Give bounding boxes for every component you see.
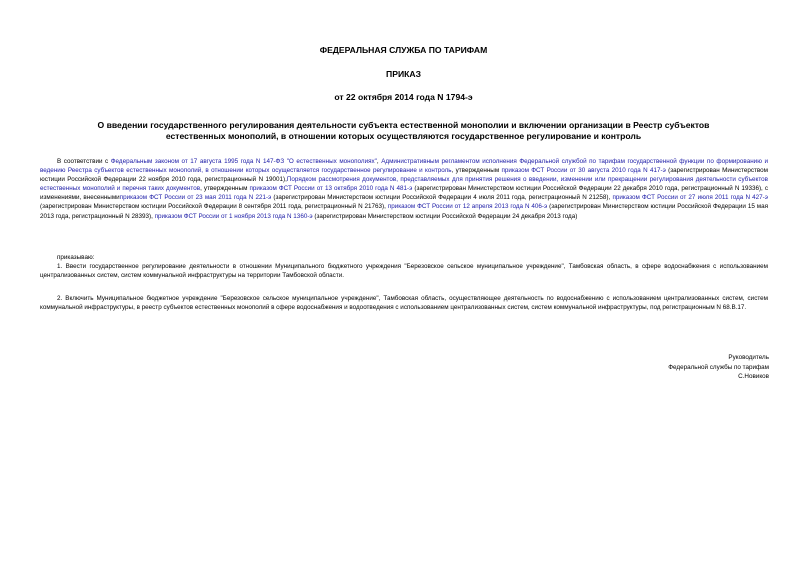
basis-text: (зарегистрирован Министерством юстиции Российской Федерации 22 ноября 2010 года, регистрационный N 19001), <box>40 167 768 184</box>
basis-text: (зарегистрирован Министерством юстиции Российской Федерации 24 декабря 2013 года) <box>312 212 578 220</box>
order-link[interactable]: приказом ФСТ России от 1 ноября 2013 года N 1360-э <box>154 212 313 220</box>
basis-text: (зарегистрирован Министерством юстиции Российской Федерации 15 мая 2013 года, регистрационный N 28393), <box>40 203 768 220</box>
procedure-link[interactable]: Порядком рассмотрения документов, представляемых для принятия решения о введении, изменении или прекращении регулирования деятельности субъектов естественных монополий и перечня таких документов <box>40 176 768 193</box>
document-type: ПРИКАЗ <box>386 69 421 79</box>
basis-text: (зарегистрирован Министерством юстиции Российской Федерации 8 сентября 2011 года, регистрационный N 21763), <box>40 203 388 211</box>
order-link[interactable]: приказом ФСТ России от 30 августа 2010 года N 417-э <box>501 167 666 175</box>
document-title: О введении государственного регулирования деятельности субъекта естественной монополии и включении организации в Реестр субъектов естественных монополий, в отношении которых осуществляются государственное регулирование и контроль <box>97 120 710 141</box>
order-link[interactable]: приказом ФСТ России от 23 мая 2011 года N 221-э <box>119 194 272 202</box>
basis-text: , <box>376 158 382 165</box>
basis-text: , утвержденным <box>200 185 250 193</box>
basis-text: В соответствии с <box>57 158 111 165</box>
order-item-1: 1. Ввести государственное регулирование деятельности в отношении Муниципального бюджетного учреждения "Березовское сельское муниципальное учреждение", Тамбовская область, в сфере водоснабжения с использованием централизованных систем, систем коммунальной инфраструктуры на территории Тамбовской области. <box>40 263 768 280</box>
regulation-link[interactable]: Административным регламентом исполнения Федеральной службой по тарифам государственной функции по формированию и ведению Реестра субъектов естественных монополий, в отношении которых осуществляется государственное регулирование и контроль <box>40 158 768 175</box>
order-link[interactable]: приказом ФСТ России от 12 апреля 2013 года N 406-э <box>387 203 548 211</box>
basis-text: (зарегистрирован Министерством юстиции Российской Федерации 4 июля 2011 года, регистрационный N 21258), <box>271 194 613 202</box>
basis-text: (зарегистрирован Министерством юстиции Российской Федерации 22 декабря 2010 года, регистрационный N 19336), с изменениями, внесенными <box>40 185 768 202</box>
law-link[interactable]: Федеральным законом от 17 августа 1995 года N 147-ФЗ "О естественных монополиях" <box>110 158 377 165</box>
signatory-name: С.Новиков <box>738 373 769 381</box>
legal-basis-paragraph <box>40 157 768 221</box>
signatory-position: Руководитель <box>728 354 769 361</box>
signature-block <box>569 353 769 382</box>
order-item-2: 2. Включить Муниципальное бюджетное учреждение "Березовское сельское муниципальное учреждение", Тамбовская область, осуществляющее деятельность по водоснабжению с использованием централизованных систем, систем коммунальной инфраструктуры, в реестр субъектов естественных монополий в сфере водоснабжения и водоотведения с использованием централизованных систем, систем коммунальной инфраструктуры, под регистрационным N 68.В.17. <box>40 295 768 312</box>
order-link[interactable]: приказом ФСТ России от 27 июля 2011 года N 427-э <box>612 194 768 202</box>
order-link[interactable]: приказом ФСТ России от 13 октября 2010 года N 481-э <box>249 185 413 193</box>
organization-name: ФЕДЕРАЛЬНАЯ СЛУЖБА ПО ТАРИФАМ <box>319 45 488 55</box>
document-date-number: от 22 октября 2014 года N 1794-э <box>334 92 473 102</box>
signatory-organization: Федеральной службы по тарифам <box>668 363 769 371</box>
basis-text: , утвержденным <box>451 167 502 175</box>
orders-label: приказываю: <box>57 254 95 261</box>
